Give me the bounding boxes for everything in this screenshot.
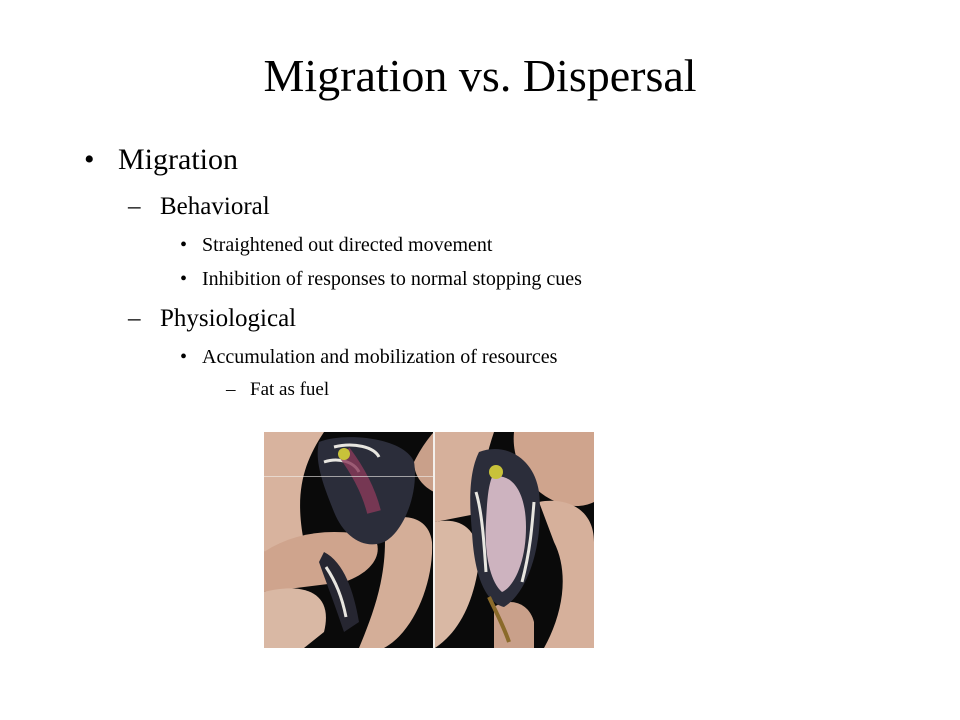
- bullet-text: Accumulation and mobilization of resources: [202, 346, 558, 368]
- bullet-text: Migration: [118, 143, 238, 176]
- dash-marker: –: [128, 305, 141, 332]
- bullet-text: Fat as fuel: [250, 379, 330, 400]
- bullet-text: Behavioral: [160, 193, 270, 220]
- bird-fat-photo: [264, 432, 594, 648]
- bullet-text: Physiological: [160, 305, 297, 332]
- bullet-accumulation: [180, 344, 557, 370]
- bird-fat-photo-graphic: [264, 432, 594, 648]
- slide-title: Migration vs. Dispersal: [263, 50, 697, 101]
- bullet-inhibition: [180, 266, 582, 292]
- bullet-text: Inhibition of responses to normal stopping cues: [202, 268, 582, 290]
- bullet-migration: [84, 142, 238, 178]
- bullet-marker: •: [180, 268, 188, 290]
- bullet-fat-as-fuel: [226, 378, 329, 402]
- bullet-marker: •: [84, 143, 95, 176]
- bullet-straightened: [180, 232, 492, 258]
- dash-marker: –: [226, 379, 236, 400]
- bullet-marker: •: [180, 234, 188, 256]
- bullet-physiological: [128, 304, 296, 334]
- bullet-behavioral: [128, 192, 270, 222]
- dash-marker: –: [128, 193, 141, 220]
- bullet-marker: •: [180, 346, 188, 368]
- bullet-text: Straightened out directed movement: [202, 234, 493, 256]
